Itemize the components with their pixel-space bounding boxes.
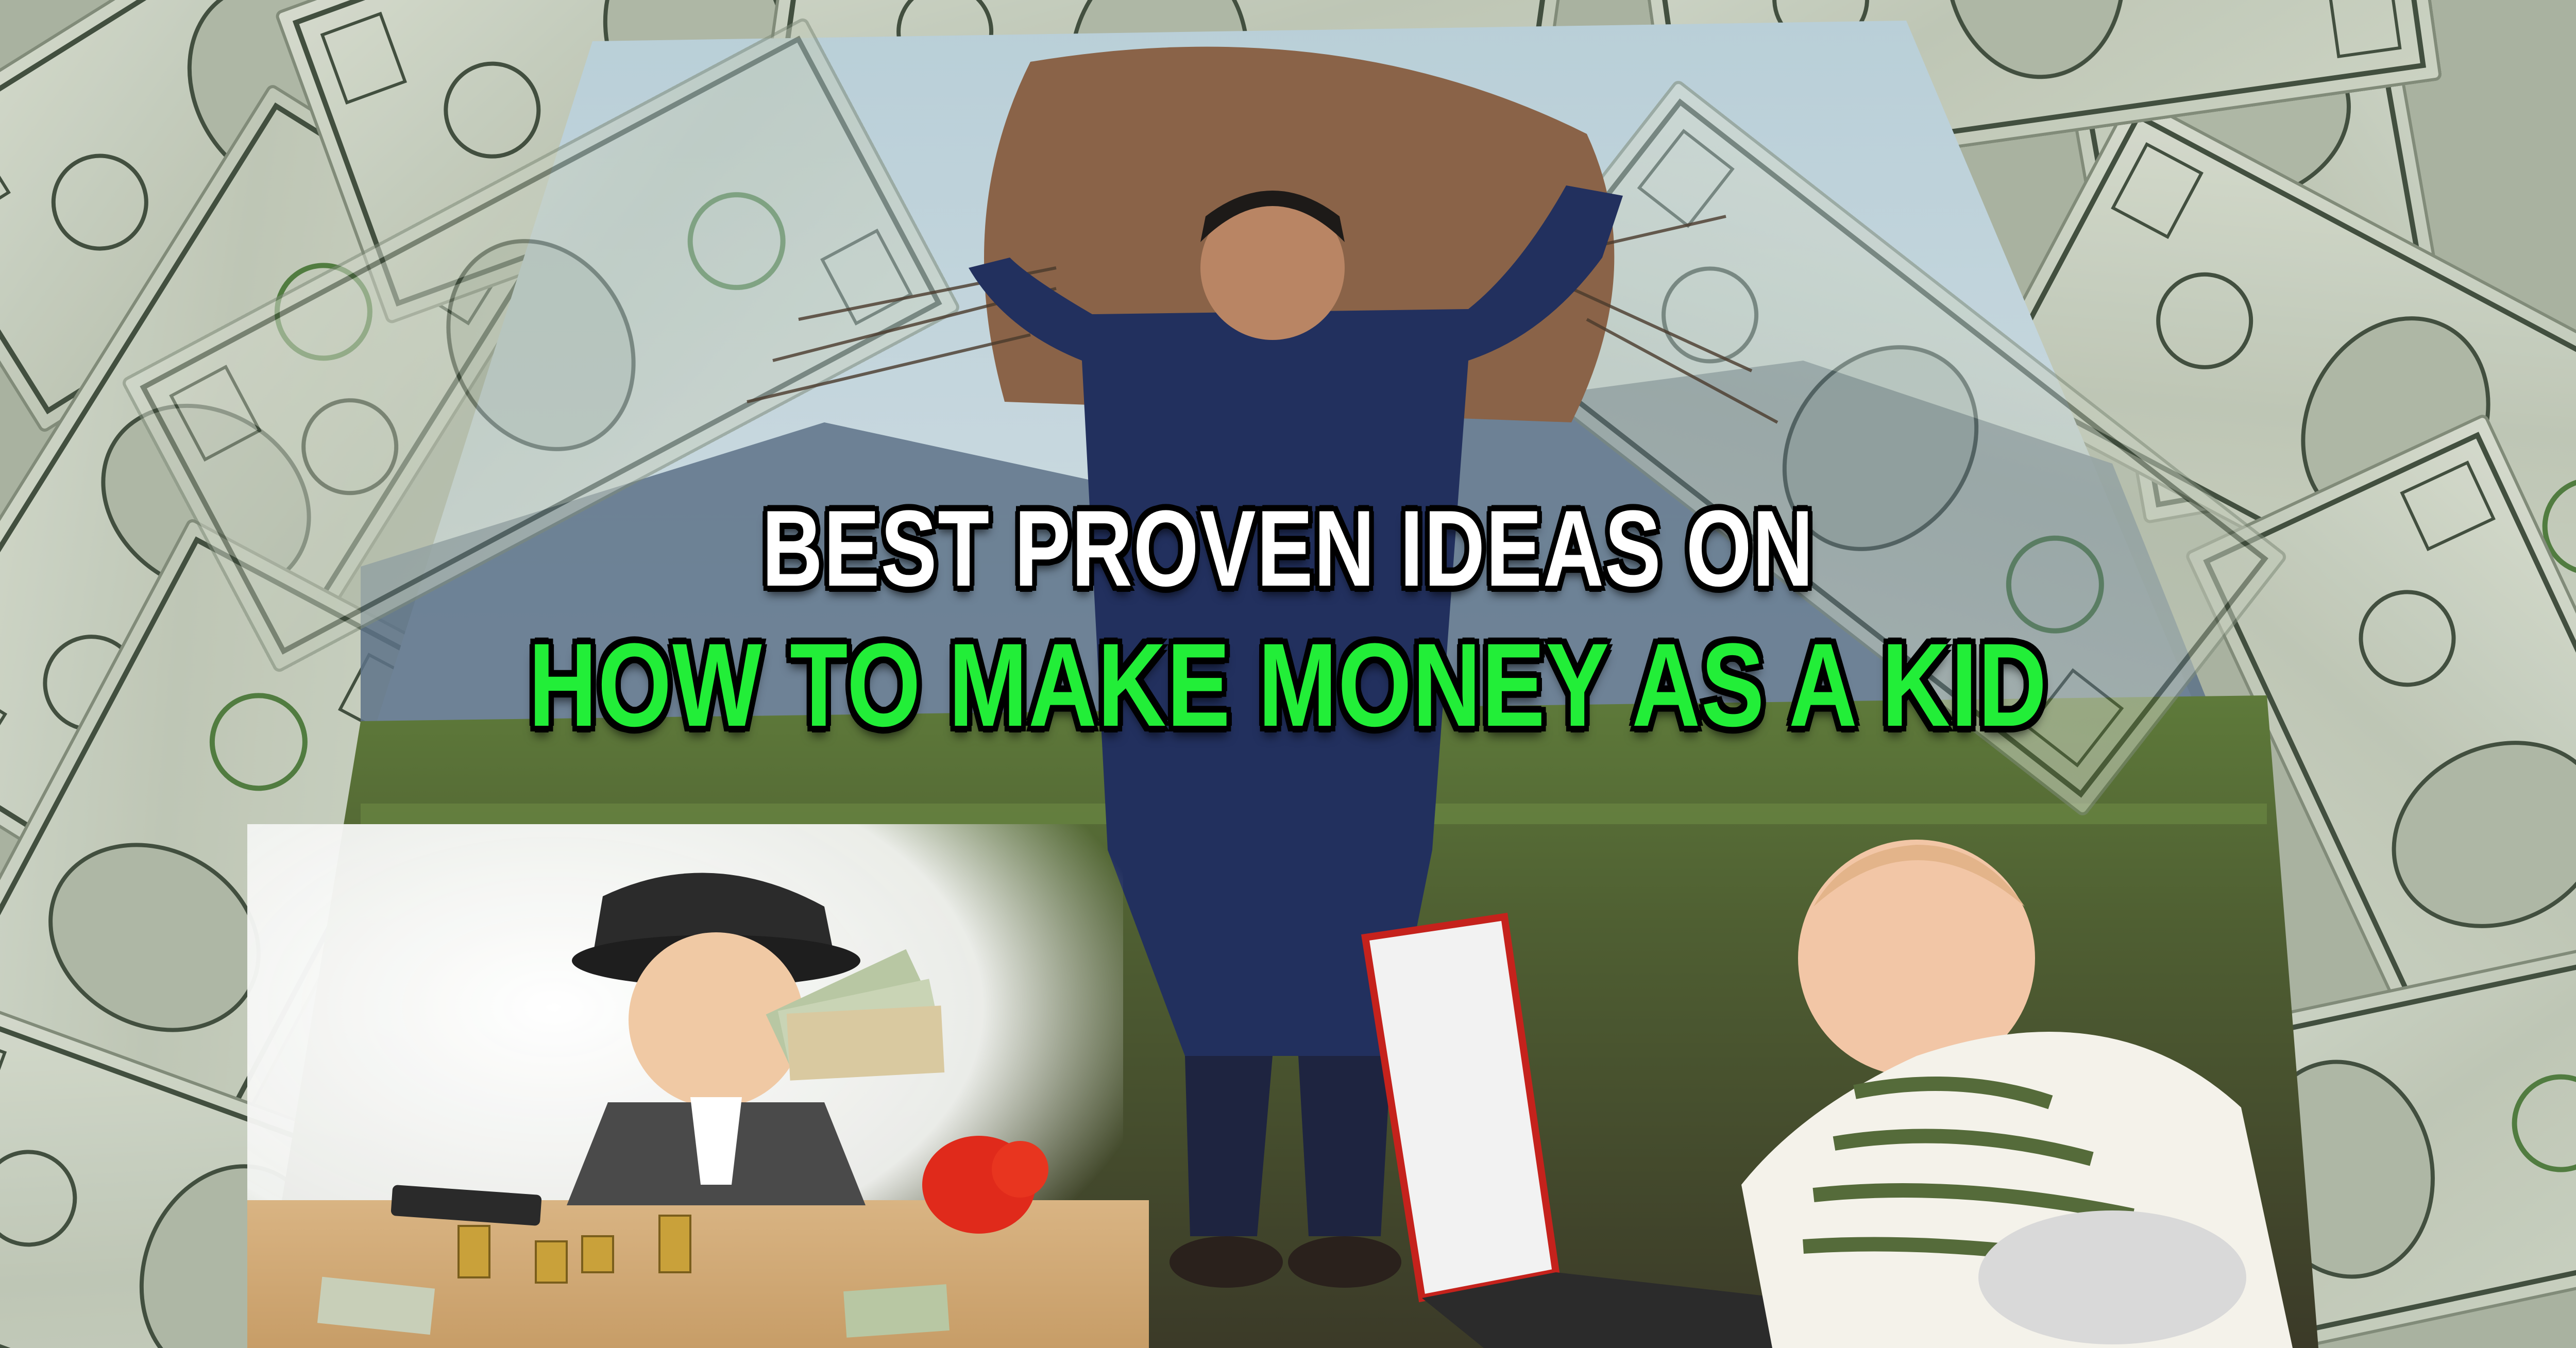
headline-line-2: HOW TO MAKE MONEY AS A KID	[528, 619, 2048, 751]
boy-with-cash-inset	[247, 824, 1149, 1348]
headline-line-1: BEST PROVEN IDEAS ON	[761, 488, 1815, 609]
